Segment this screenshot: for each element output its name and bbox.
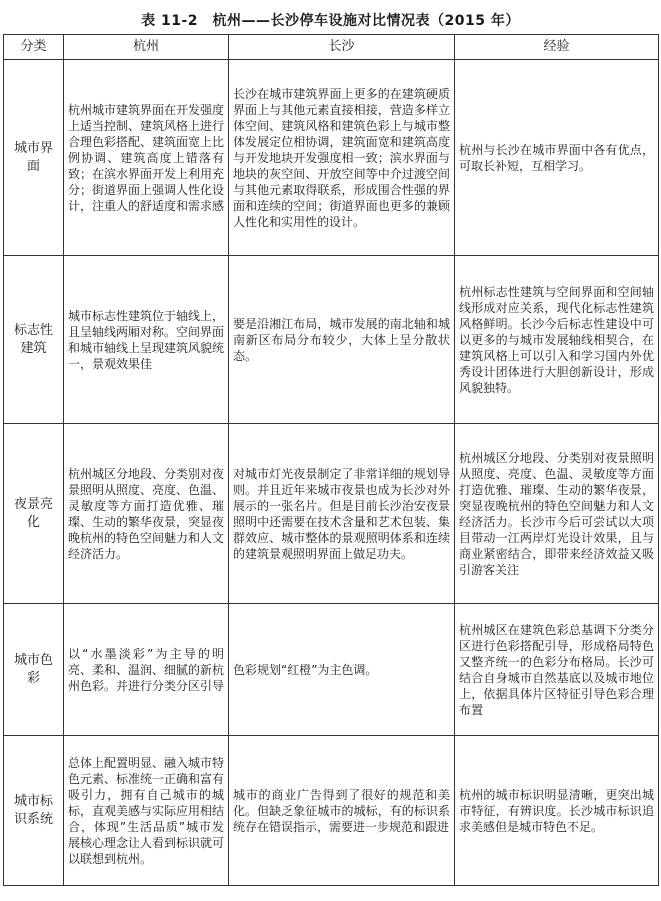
cell-experience: 杭州的城市标识明显清晰，更突出城市特征，有辨识度。长沙城市标识追求美感但是城市特色不足。 <box>455 736 659 886</box>
header-row <box>4 35 659 60</box>
row-category: 城市标识系统 <box>4 736 64 886</box>
row-category: 城市色彩 <box>4 604 64 736</box>
table-row <box>4 424 659 604</box>
cell-changsha: 城市的商业广告得到了很好的规范和美化。但缺乏象征城市的城标，有的标识系统存在错误指示，需要进一步规范和跟进 <box>229 736 455 886</box>
table-row <box>4 60 659 256</box>
cell-changsha: 对城市灯光夜景制定了非常详细的规划导则。并且近年来城市夜景也成为长沙对外展示的一张名片。但是目前长沙治安夜景照明中还需要在技术含量和艺术包装、集群效应、城市整体的景观照明体系和连续的建筑景观照明界面上做足功夫。 <box>229 424 455 604</box>
cell-hangzhou: 以“水墨淡彩”为主导的明亮、柔和、温润、细腻的新杭州色彩。并进行分类分区引导 <box>64 604 229 736</box>
cell-experience: 杭州标志性建筑与空间界面和空间轴线形成对应关系，现代化标志性建筑风格鲜明。长沙今后标志性建设中可以更多的与城市发展轴线相契合，在建筑风格上可以引入和学习国内外优秀设计团体进行大胆创新设计，形成风貌独特。 <box>455 256 659 424</box>
cell-experience: 杭州与长沙在城市界面中各有优点，可取长补短，互相学习。 <box>455 60 659 256</box>
comparison-table <box>3 34 659 886</box>
table-row <box>4 256 659 424</box>
row-category: 夜景亮化 <box>4 424 64 604</box>
row-category: 城市界面 <box>4 60 64 256</box>
row-category: 标志性建筑 <box>4 256 64 424</box>
header-experience: 经验 <box>455 35 659 60</box>
cell-changsha: 要是沿湘江布局，城市发展的南北轴和城南新区布局分布较少，大体上呈分散状态。 <box>229 256 455 424</box>
header-hangzhou: 杭州 <box>64 35 229 60</box>
cell-changsha: 色彩规划“红橙”为主色调。 <box>229 604 455 736</box>
table-row <box>4 736 659 886</box>
cell-hangzhou: 城市标志性建筑位于轴线上，且呈轴线两厢对称。空间界面和城市轴线上呈现建筑风貌统一，景观效果佳 <box>64 256 229 424</box>
table-row <box>4 604 659 736</box>
header-category: 分类 <box>4 35 64 60</box>
table-title: 表 11-2 杭州——长沙停车设施对比情况表（2015 年） <box>141 13 520 29</box>
cell-experience: 杭州城区在建筑色彩总基调下分类分区进行色彩搭配引导，形成格局特色又整齐统一的色彩分布格局。长沙可结合自身城市自然基底以及城市地位上，依据具体片区特征引导色彩合理布置 <box>455 604 659 736</box>
cell-hangzhou: 杭州城区分地段、分类别对夜景照明从照度、亮度、色温、灵敏度等方面打造优雅、璀璨、生动的繁华夜景，突显夜晚杭州的特色空间魅力和人文经济活力。 <box>64 424 229 604</box>
cell-hangzhou: 杭州城市建筑界面在开发强度上适当控制、建筑风格上进行合理色彩搭配、建筑面宽上比例协调、建筑高度上错落有致；在滨水界面开发上利用充分；街道界面上强调人性化设计，注重人的舒适度和需求感 <box>64 60 229 256</box>
header-changsha: 长沙 <box>229 35 455 60</box>
cell-experience: 杭州城区分地段、分类别对夜景照明从照度、亮度、色温、灵敏度等方面打造优雅、璀璨、生动的繁华夜景，突显夜晚杭州的特色空间魅力和人文经济活力。长沙市今后可尝试以大项目带动一江两岸灯光设计效果，且与商业紧密结合，即带来经济效益又吸引游客关注 <box>455 424 659 604</box>
cell-changsha: 长沙在城市建筑界面上更多的在建筑硬质界面上与其他元素直接相接，营造多样立体空间、建筑风格和建筑色彩上与城市整体发展定位相协调，建筑面宽和建筑高度与开发地块开发强度相一致；滨水界面与地块的灰空间、开放空间等中介过渡空间与其他元素取得联系，形成围合性强的界面和连续的空间；街道界面也更多的兼顾人性化和实用性的设计。 <box>229 60 455 256</box>
cell-hangzhou: 总体上配置明显、融入城市特色元素、标准统一正确和富有吸引力，拥有自己城市的城标，直观美感与实际应用相结合，体现”生活品质”城市发展核心理念让人看到标识就可以联想到杭州。 <box>64 736 229 886</box>
